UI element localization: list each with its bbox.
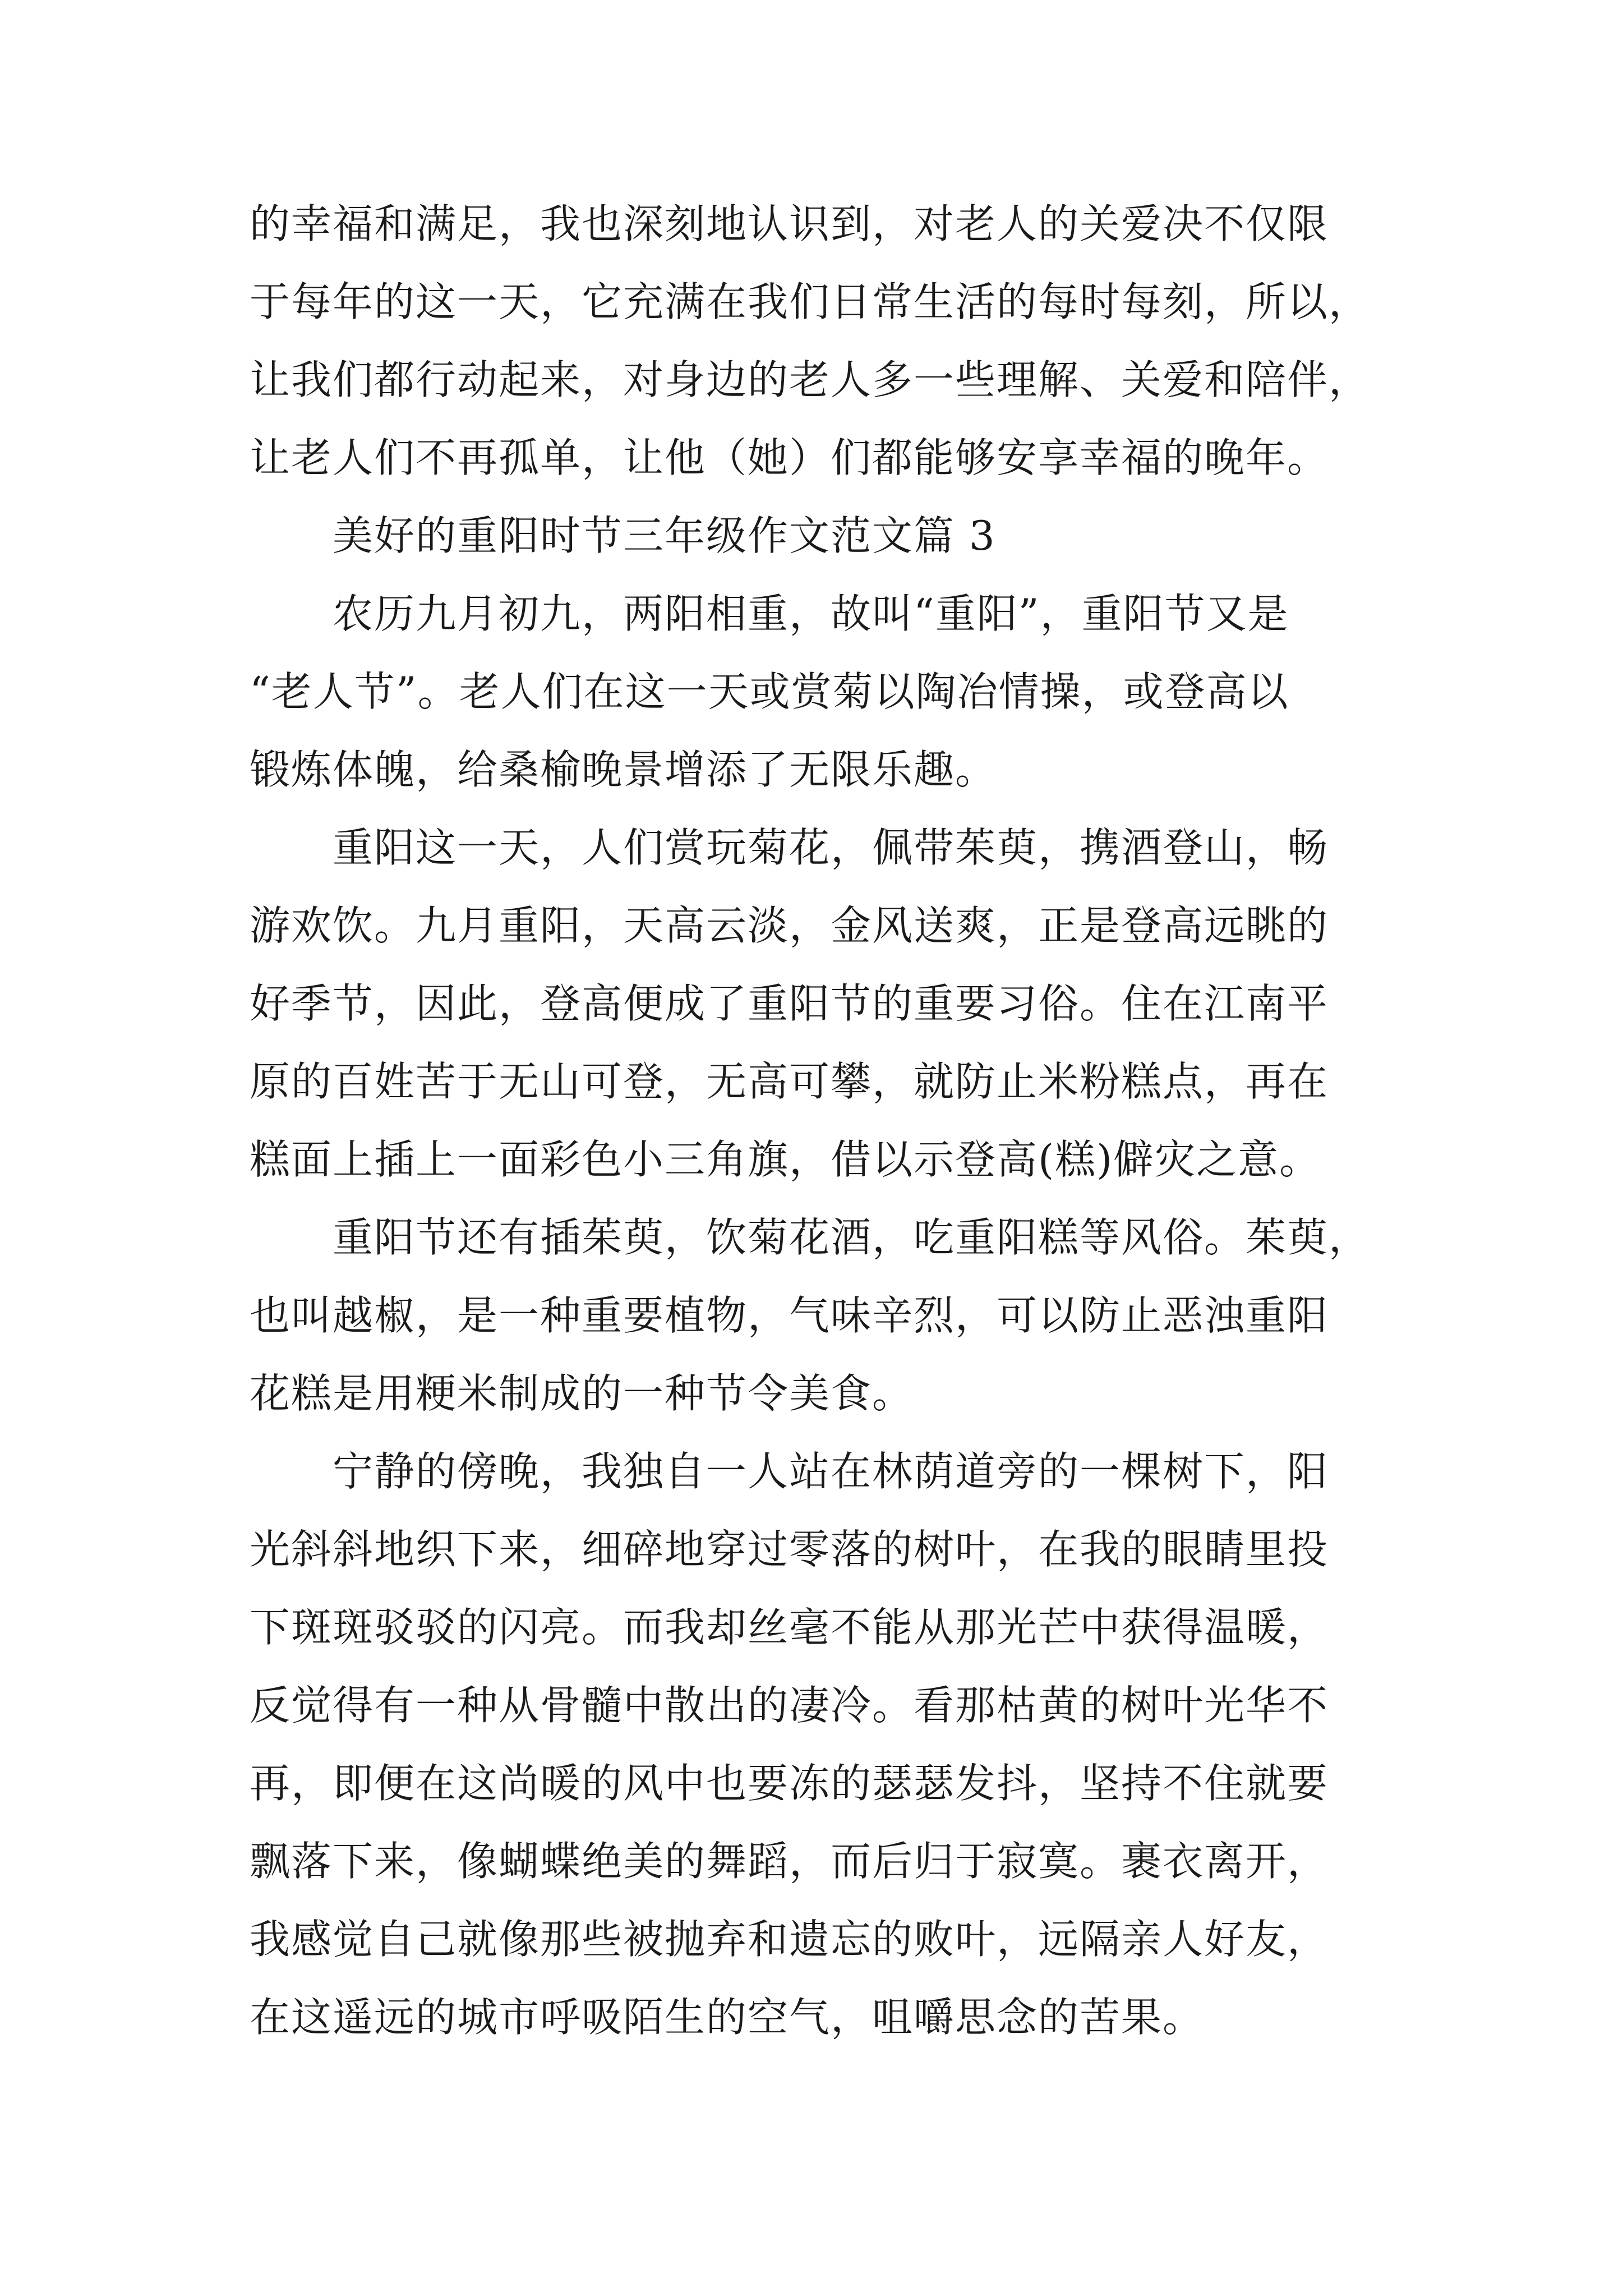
text-line: 游欢饮。九月重阳，天高云淡，金风送爽，正是登高远眺的 [250, 902, 1329, 949]
text-line: 宁静的傍晚，我独自一人站在林荫道旁的一棵树下，阳 [333, 1448, 1329, 1495]
text-line: 让我们都行动起来，对身边的老人多一些理解、关爱和陪伴， [250, 356, 1371, 403]
text-line: 下斑斑驳驳的闪亮。而我却丝毫不能从那光芒中获得温暖， [250, 1604, 1329, 1651]
text-line: 让老人们不再孤单，让他（她）们都能够安享幸福的晚年。 [250, 434, 1329, 481]
text-line: 锻炼体魄，给桑榆晚景增添了无限乐趣。 [250, 746, 997, 793]
text-line: 糕面上插上一面彩色小三角旗，借以示登高(糕)僻灾之意。 [250, 1136, 1321, 1183]
text-line: 重阳这一天，人们赏玩菊花，佩带茱萸，携酒登山，畅 [333, 824, 1329, 871]
text-line: 原的百姓苦于无山可登，无高可攀，就防止米粉糕点，再在 [250, 1058, 1329, 1105]
text-line: 的幸福和满足，我也深刻地认识到，对老人的关爱决不仅限 [250, 200, 1329, 247]
paragraph [250, 1199, 1388, 1433]
text-line: 我感觉自己就像那些被抛弃和遗忘的败叶，远隔亲人好友， [250, 1916, 1329, 1963]
text-line: 也叫越椒，是一种重要植物，气味辛烈，可以防止恶浊重阳 [250, 1292, 1329, 1339]
text-line: “老人节”。老人们在这一天或赏菊以陶冶情操，或登高以 [250, 668, 1289, 715]
paragraph [250, 1433, 1388, 2056]
text-line: 飘落下来，像蝴蝶绝美的舞蹈，而后归于寂寞。裹衣离开， [250, 1838, 1329, 1885]
text-line: 再，即便在这尚暖的风中也要冻的瑟瑟发抖，坚持不住就要 [250, 1760, 1329, 1807]
text-line: 反觉得有一种从骨髓中散出的凄冷。看那枯黄的树叶光华不 [250, 1682, 1329, 1729]
heading-line: 美好的重阳时节三年级作文范文篇 3 [333, 512, 996, 559]
document-body [250, 185, 1388, 2056]
text-line: 光斜斜地织下来，细碎地穿过零落的树叶，在我的眼睛里投 [250, 1526, 1329, 1573]
section-heading [250, 497, 1388, 575]
text-line: 在这遥远的城市呼吸陌生的空气，咀嚼思念的苦果。 [250, 1994, 1205, 2041]
text-line: 农历九月初九，两阳相重，故叫“重阳”，重阳节又是 [333, 590, 1289, 637]
text-line: 花糕是用粳米制成的一种节令美食。 [250, 1370, 914, 1417]
paragraph [250, 575, 1388, 809]
text-line: 于每年的这一天，它充满在我们日常生活的每时每刻，所以， [250, 278, 1371, 325]
text-line: 好季节，因此，登高便成了重阳节的重要习俗。住在江南平 [250, 980, 1329, 1027]
paragraph [250, 809, 1388, 1199]
paragraph [250, 185, 1388, 497]
text-line: 重阳节还有插茱萸，饮菊花酒，吃重阳糕等风俗。茱萸， [333, 1214, 1371, 1261]
